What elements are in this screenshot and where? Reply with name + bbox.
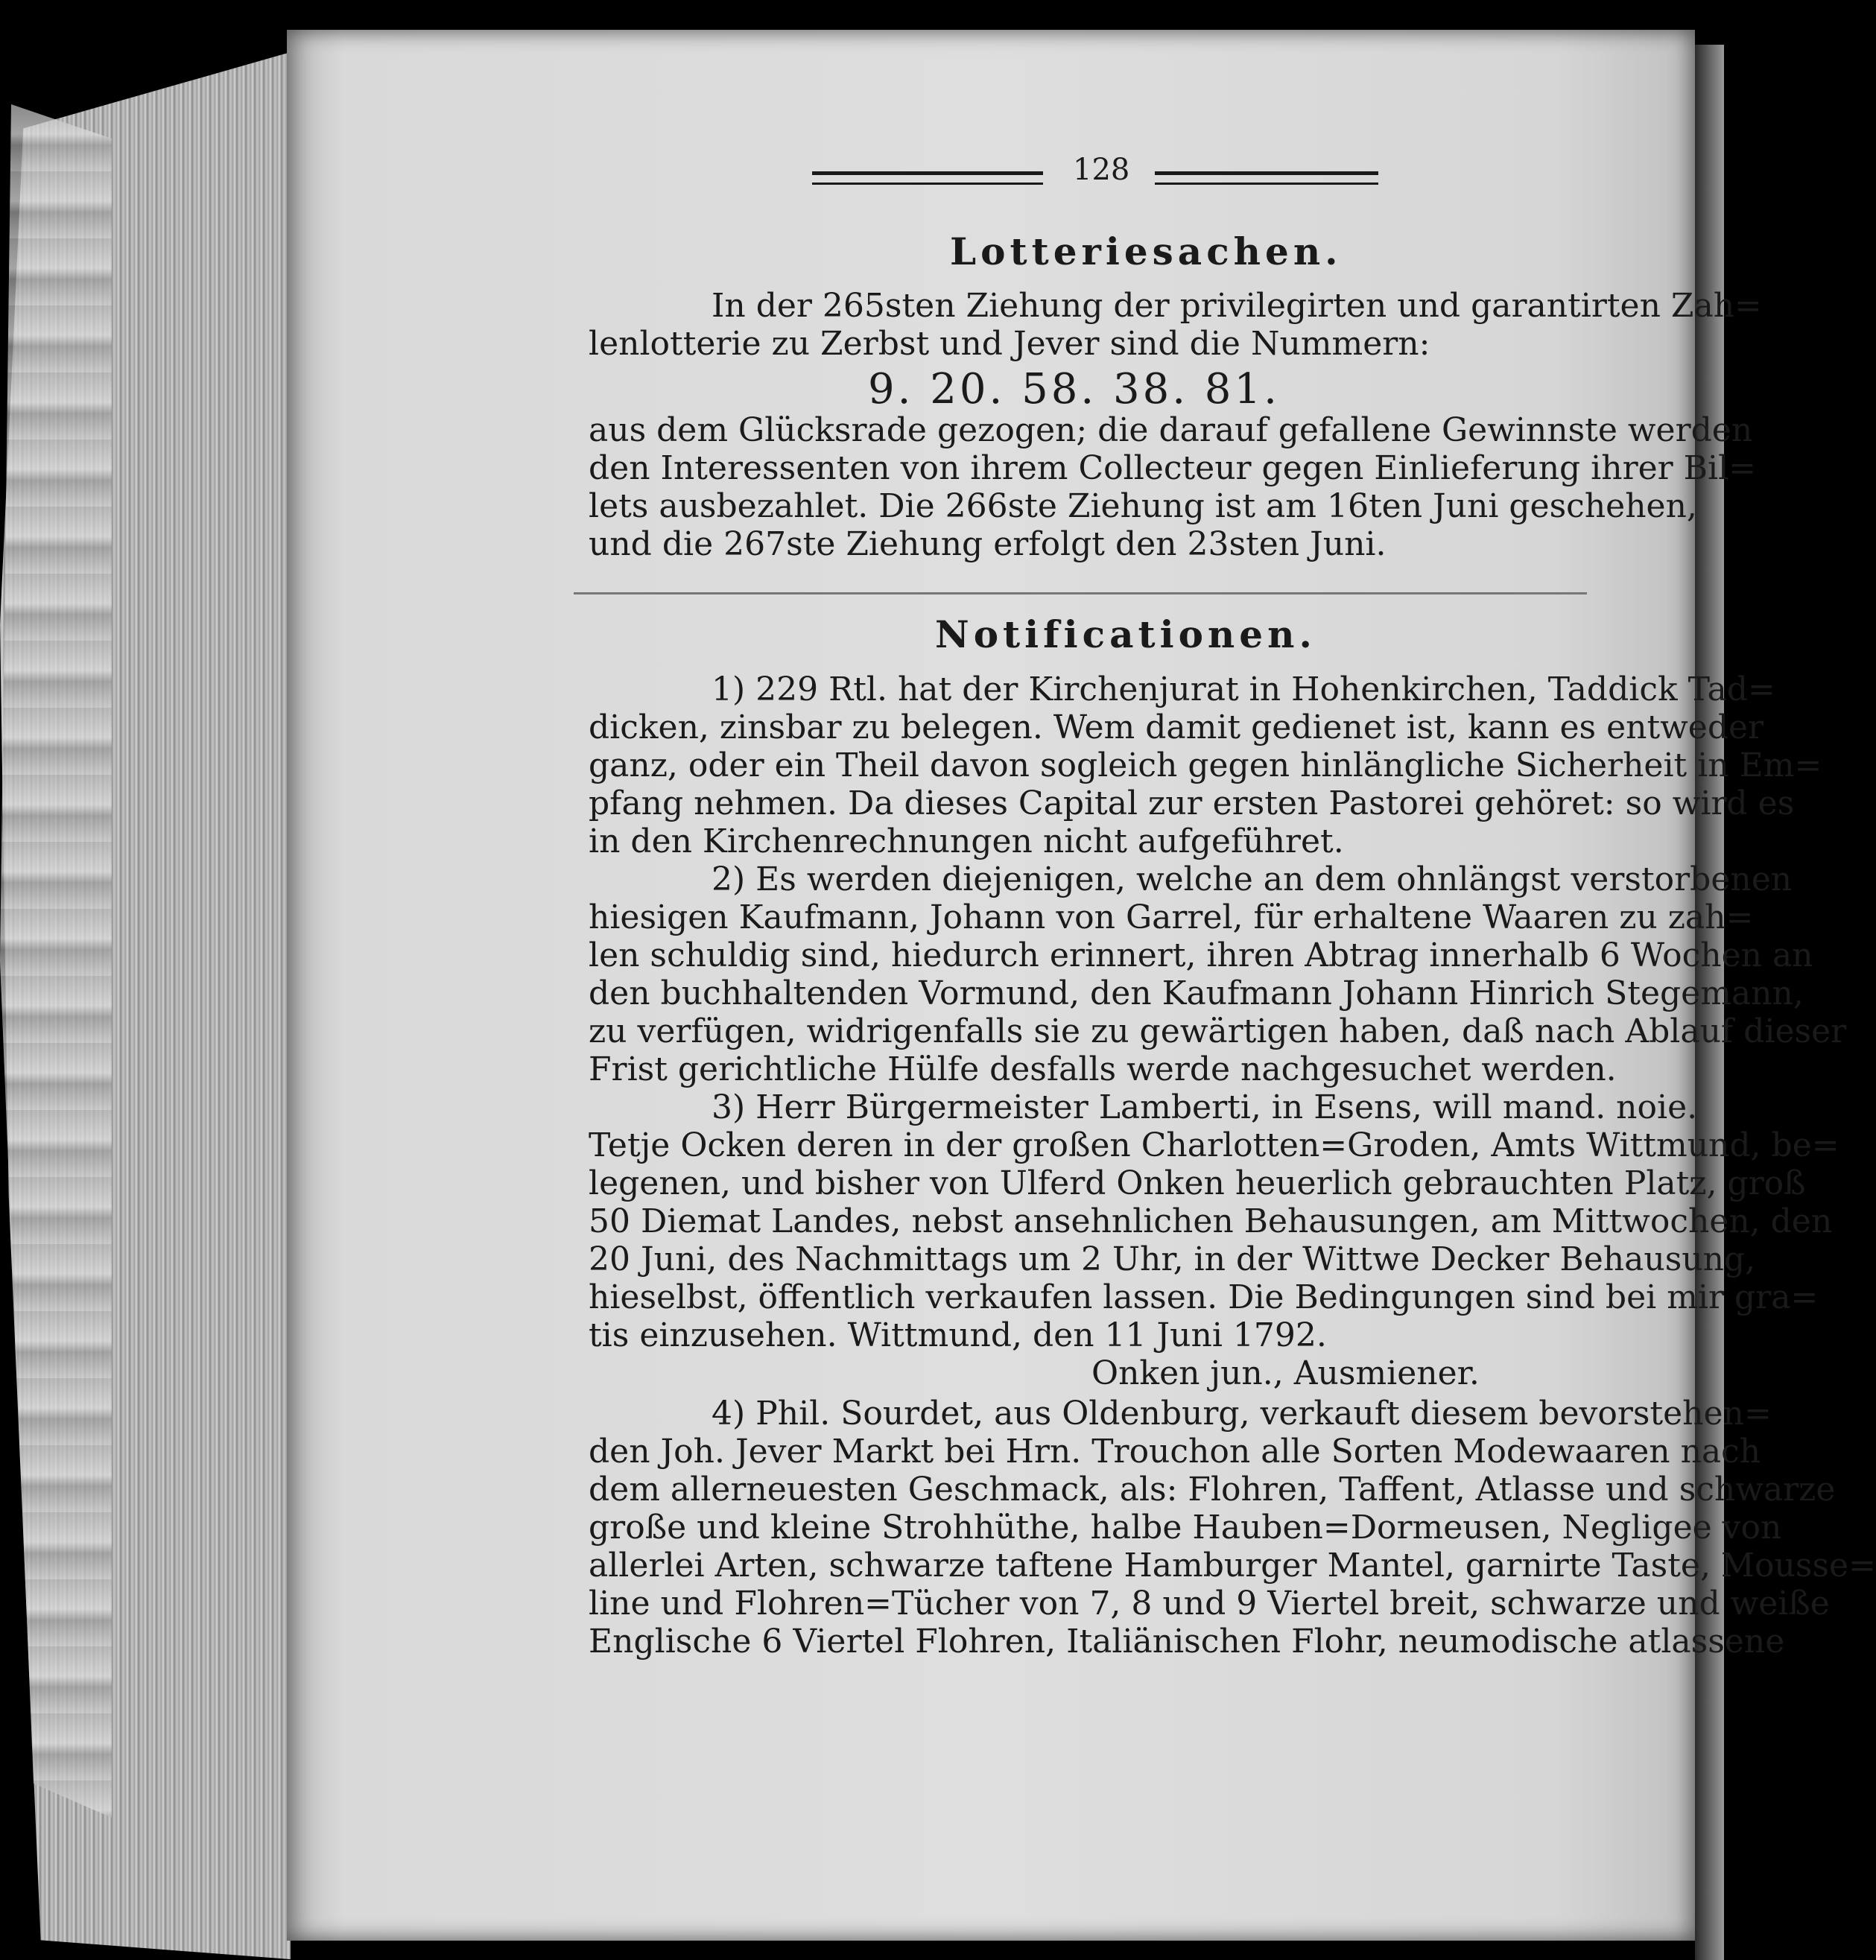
text-line: In der 265sten Ziehung der privilegirten und garantirten Zah= [712,287,1762,325]
text-line: legenen, und bisher von Ulferd Onken heuerlich gebrauchten Platz, groß [589,1164,1806,1202]
text-line: lets ausbezahlet. Die 266ste Ziehung ist am 16ten Juni geschehen, [589,487,1697,525]
text-line: hieselbst, öffentlich verkaufen lassen. Die Bedingungen sind bei mir gra= [589,1278,1819,1316]
text-line: line und Flohren=Tücher von 7, 8 und 9 Viertel breit, schwarze und weiße [589,1585,1830,1623]
section-heading-notificationen: Notificationen. [935,612,1316,656]
text-line: große und kleine Strohhüthe, halbe Hauben=Dormeusen, Negligee von [589,1509,1782,1547]
text-line: allerlei Arten, schwarze taftene Hamburger Mantel, garnirte Taste, Mousse= [589,1547,1876,1585]
text-line: lenlotterie zu Zerbst und Jever sind die Nummern: [589,325,1430,363]
section-divider [574,592,1587,594]
text-line: und die 267ste Ziehung erfolgt den 23sten Juni. [589,525,1387,563]
page-number: 128 [1073,153,1130,187]
text-line: Tetje Ocken deren in der großen Charlotten=Groden, Amts Wittmund, be= [589,1126,1839,1164]
text-line: Frist gerichtliche Hülfe desfalls werde nachgesuchet werden. [589,1050,1617,1088]
text-line: ganz, oder ein Theil davon sogleich gegen hinlängliche Sicherheit in Em= [589,746,1822,784]
signature-line: Onken jun., Ausmiener. [1091,1354,1480,1392]
text-line: dem allerneuesten Geschmack, als: Flohren, Taffent, Atlasse und schwarze [589,1471,1836,1509]
text-line: dicken, zinsbar zu belegen. Wem damit gedienet ist, kann es entweder [589,708,1764,746]
text-line: in den Kirchenrechnungen nicht aufgeführet. [589,822,1344,860]
text-line: den buchhaltenden Vormund, den Kaufmann Johann Hinrich Stegemann, [589,974,1804,1012]
text-line: 4) Phil. Sourdet, aus Oldenburg, verkauft diesem bevorstehen= [712,1395,1772,1433]
header-rule-left [812,171,1043,185]
text-line: 3) Herr Bürgermeister Lamberti, in Esens, will mand. noie. [712,1088,1698,1126]
running-head [812,153,1371,190]
lottery-numbers: 9. 20. 58. 38. 81. [868,365,1280,413]
text-line: tis einzusehen. Wittmund, den 11 Juni 1792. [589,1316,1327,1354]
section-heading-lotteriesachen: Lotteriesachen. [950,229,1343,273]
text-line: hiesigen Kaufmann, Johann von Garrel, für erhaltene Waaren zu zah= [589,898,1754,936]
text-line: 1) 229 Rtl. hat der Kirchenjurat in Hohenkirchen, Taddick Tad= [712,670,1775,708]
text-line: len schuldig sind, hiedurch erinnert, ihren Abtrag innerhalb 6 Wochen an [589,936,1813,974]
text-line: 2) Es werden diejenigen, welche an dem ohnlängst verstorbenen [712,860,1793,898]
text-line: aus dem Glücksrade gezogen; die darauf gefallene Gewinnste werden [589,411,1753,449]
text-line: den Interessenten von ihrem Collecteur gegen Einlieferung ihrer Bil= [589,449,1757,487]
text-line: 50 Diemat Landes, nebst ansehnlichen Behausungen, am Mittwochen, den [589,1202,1833,1240]
text-line: Englische 6 Viertel Flohren, Italiänischen Flohr, neumodische atlassene [589,1623,1785,1661]
text-line: zu verfügen, widrigenfalls sie zu gewärtigen haben, daß nach Ablauf dieser [589,1012,1847,1050]
book-fore-edge-shading [0,104,112,1818]
header-rule-right [1155,171,1378,185]
text-line: pfang nehmen. Da dieses Capital zur ersten Pastorei gehöret: so wird es [589,784,1795,822]
text-line: den Joh. Jever Markt bei Hrn. Trouchon alle Sorten Modewaaren nach [589,1433,1761,1471]
text-line: 20 Juni, des Nachmittags um 2 Uhr, in der Wittwe Decker Behausung, [589,1240,1756,1278]
